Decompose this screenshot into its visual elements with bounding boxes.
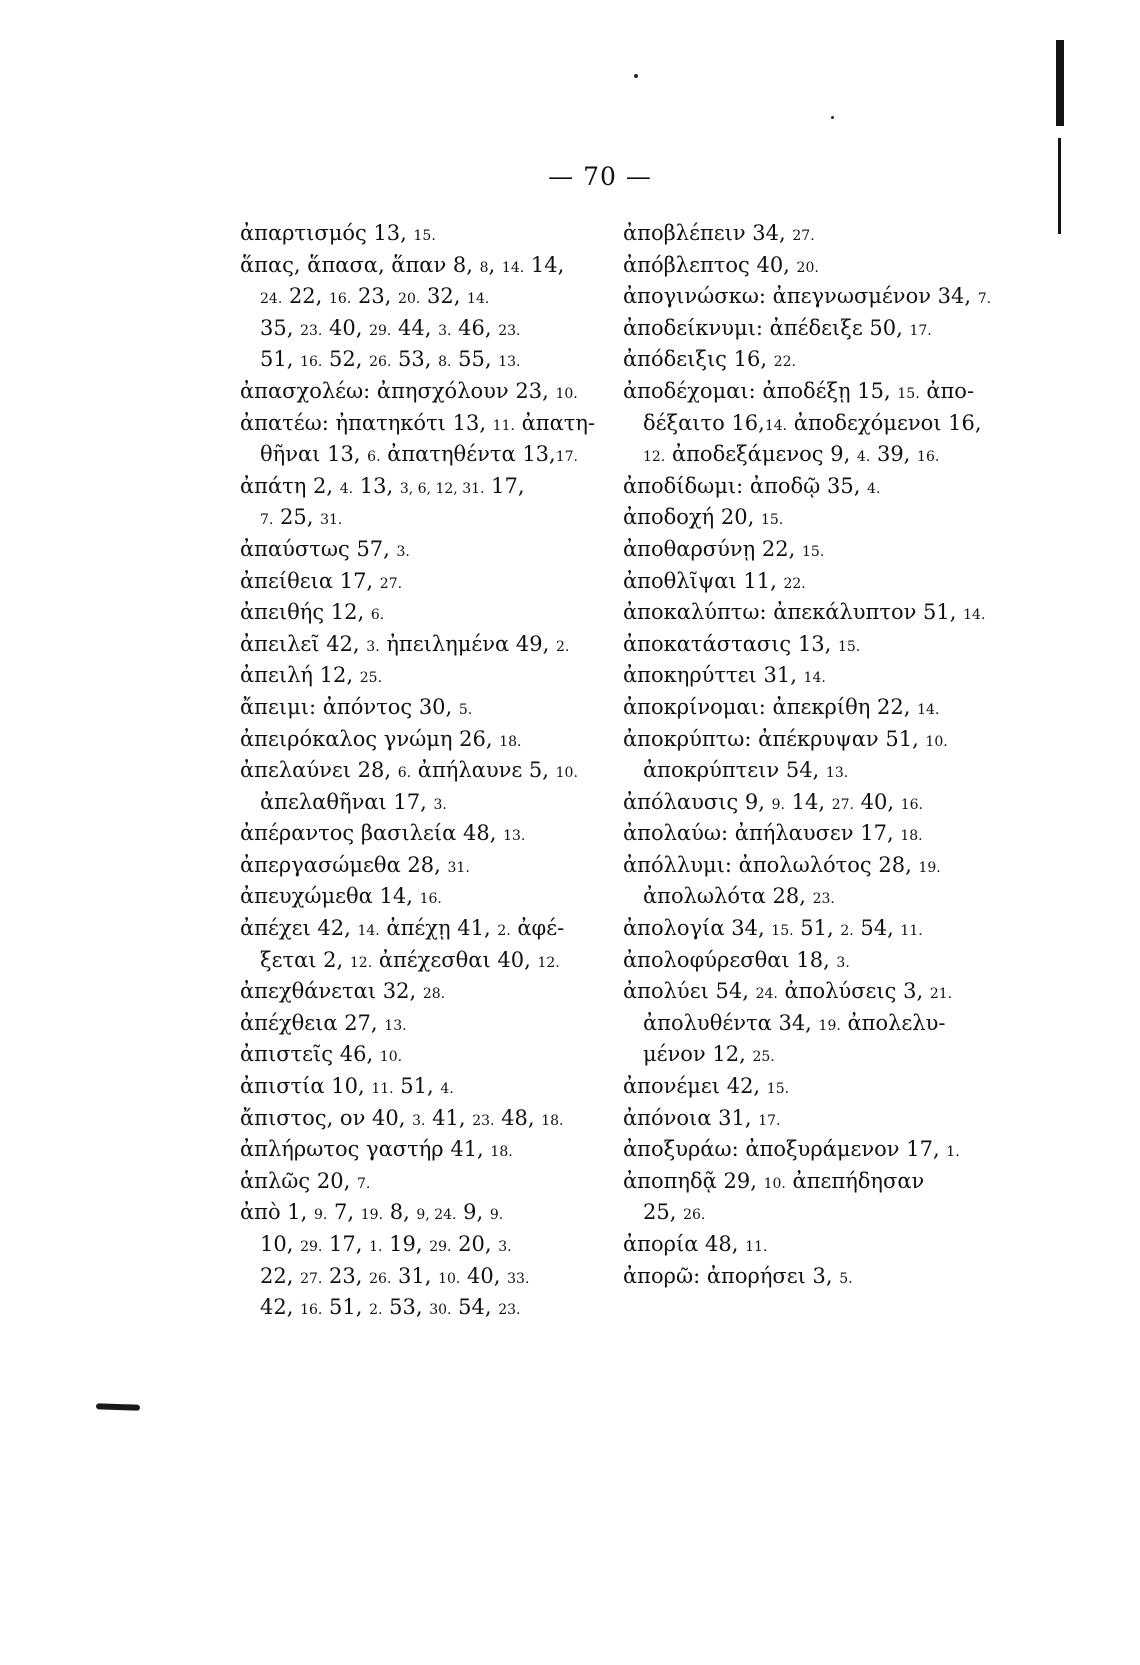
entry-text: ἁπλῶς 20, (240, 1168, 357, 1193)
index-entry-line (240, 692, 600, 724)
entry-text: 52, (322, 347, 370, 372)
index-entry-line (240, 1261, 600, 1293)
index-entry-line (623, 913, 1003, 945)
line-reference: 3. (412, 1112, 426, 1129)
index-entry-line (623, 660, 1003, 692)
line-reference: 3, 6, 12, 31. (399, 480, 485, 497)
line-reference: 10. (555, 385, 578, 402)
index-entry-line (623, 881, 1003, 913)
entry-text: ἀπολογία 34, (623, 916, 772, 941)
entry-text: ἀπεργασώμεθα 28, (240, 852, 448, 877)
line-reference: 9. (489, 1207, 504, 1224)
index-entry-line (623, 976, 1003, 1008)
line-reference: 4. (339, 480, 354, 497)
entry-text: 40, (322, 315, 370, 340)
entry-text: ἀποκηρύττει 31, (623, 663, 804, 688)
index-entry-line (240, 408, 600, 440)
line-reference: 26. (369, 354, 392, 371)
line-reference: 15. (760, 512, 784, 529)
index-entry-line (240, 439, 600, 471)
index-entry-line (240, 344, 600, 376)
index-entry-line (623, 724, 1003, 756)
entry-text: ἀποδεχόμενοι 16, (787, 410, 982, 435)
line-reference: 4. (867, 480, 881, 497)
entry-text: 53, (391, 347, 439, 372)
line-reference: 5. (458, 701, 473, 718)
index-entry-line (240, 566, 600, 598)
line-reference: 2. (840, 923, 854, 940)
index-entry-line (240, 629, 600, 661)
entry-text: ἀπολωλότα 28, (643, 884, 813, 909)
page-number: — 70 — (548, 162, 652, 191)
line-reference: 3. (433, 796, 447, 813)
entry-text: ἀπλήρωτος γαστήρ 41, (240, 1137, 491, 1162)
index-entry-line (240, 1292, 600, 1324)
entry-text: ἀποδοχή 20, (623, 505, 761, 530)
line-reference: 19. (818, 1017, 841, 1034)
entry-text: ξεται 2, (260, 947, 350, 972)
entry-text: ἀπογινώσκω: ἀπεγνωσμένον 34, (623, 284, 978, 309)
line-reference: 14. (963, 607, 986, 624)
entry-text: ἀποθλῖψαι 11, (623, 568, 784, 593)
index-entry-line (240, 1071, 600, 1103)
line-reference: 28. (422, 986, 446, 1003)
entry-text: ἀφέ- (510, 916, 565, 941)
entry-text: 19, (382, 1232, 430, 1256)
entry-text: ἀποκρύπτειν 54, (643, 758, 826, 783)
index-entry-line (240, 281, 600, 313)
index-entry-line (240, 881, 600, 913)
line-reference: 20. (796, 259, 819, 276)
line-reference: 10. (763, 1175, 786, 1192)
index-entry-line (623, 376, 1003, 408)
line-reference: 13. (503, 828, 526, 845)
line-reference: 18. (499, 733, 522, 750)
entry-text: ἀπολύσεις 3, (777, 979, 930, 1004)
line-reference: 14. (467, 291, 490, 308)
entry-text: ἀπὸ 1, (240, 1200, 315, 1225)
line-reference: 16. (900, 796, 923, 813)
index-entry-line (623, 1071, 1003, 1103)
entry-text: ἀπέχει 42, (240, 916, 358, 941)
entry-text: ἀπολυθέντα 34, (643, 1010, 819, 1035)
entry-text: ἀποδέχομαι: ἀποδέξῃ 15, (623, 378, 898, 403)
index-entry-line (240, 1008, 600, 1040)
entry-text: ἀποπηδᾷ 29, (623, 1168, 764, 1193)
line-reference: 15. (766, 1081, 790, 1098)
index-column-left (240, 218, 600, 1324)
entry-text: 32, (420, 284, 468, 309)
line-reference: 27. (831, 796, 854, 813)
line-reference: 4. (440, 1081, 454, 1098)
index-entry-line (623, 344, 1003, 376)
entry-text: ἀπειλή 12, (240, 663, 360, 688)
line-reference: 16. (300, 1302, 323, 1319)
entry-text: 9, (456, 1200, 490, 1225)
line-reference: 29. (429, 1239, 452, 1255)
line-reference: 23. (498, 1302, 521, 1319)
line-reference: 9. (771, 796, 785, 813)
entry-text: ἀπατηθέντα 13, (380, 442, 556, 467)
index-entry-line (623, 945, 1003, 977)
entry-text: ἠπειλημένα 49, (379, 631, 556, 656)
index-entry-line (240, 1103, 600, 1135)
entry-text: ἀπειθής 12, (240, 600, 371, 625)
line-reference: 3. (396, 543, 410, 560)
entry-text: 51, (393, 1074, 441, 1099)
index-entry-line (240, 1166, 600, 1198)
line-reference: 9. (314, 1207, 328, 1224)
entry-text: 22, (282, 284, 330, 309)
entry-text: δέξαιτο 16, (643, 410, 765, 435)
line-reference: 20. (398, 291, 421, 308)
entry-text: ἀπολαύω: ἀπήλαυσεν 17, (623, 821, 901, 846)
index-entry-line (623, 502, 1003, 534)
index-column-right (623, 218, 1003, 1292)
index-entry-line (240, 1039, 600, 1071)
entry-text: 39, (870, 442, 918, 467)
entry-text: 54, (853, 916, 901, 941)
index-entry-line (623, 1039, 1003, 1071)
index-entry-line (240, 471, 600, 503)
entry-text: ἀποκρύπτω: ἀπέκρυψαν 51, (623, 726, 926, 751)
index-entry-line (623, 313, 1003, 345)
line-reference: 1. (946, 1144, 960, 1161)
line-reference: 14. (357, 923, 380, 940)
entry-text: ἀπιστεῖς 46, (240, 1042, 380, 1067)
entry-text: 35, (260, 315, 301, 340)
entry-text: ἀπατέω: ἠπατηκότι 13, (240, 410, 493, 435)
entry-text: ἀπόνοια 31, (623, 1105, 759, 1130)
entry-text: 25, (273, 505, 321, 530)
index-entry-line (240, 534, 600, 566)
line-reference: 31. (320, 512, 343, 529)
line-reference: 12. (349, 954, 373, 971)
entry-text: 22, (260, 1263, 301, 1288)
entry-text: 14, (524, 252, 565, 277)
line-reference: 17. (909, 322, 932, 339)
line-reference: 2. (497, 923, 511, 940)
index-entry-line (623, 692, 1003, 724)
line-reference: 13. (498, 354, 521, 371)
line-reference: 6. (370, 607, 385, 624)
line-reference: 16. (300, 354, 323, 371)
index-entry-line (240, 1134, 600, 1166)
entry-text: 53, (382, 1295, 430, 1320)
line-reference: 11. (745, 1239, 768, 1255)
line-reference: 15. (837, 638, 861, 655)
entry-text: ἀποβλέπειν 34, (623, 221, 793, 245)
entry-text: ἀποδεξάμενος 9, (665, 442, 857, 467)
line-reference: 13. (825, 765, 849, 782)
entry-text: ἀπο- (919, 378, 975, 403)
index-entry-line (623, 787, 1003, 819)
line-reference: 21. (929, 986, 953, 1003)
line-reference: 18. (541, 1112, 564, 1129)
line-reference: 15. (413, 228, 436, 244)
entry-text: ἀποξυράω: ἀποξυράμενον 17, (623, 1137, 947, 1162)
index-entry-line (623, 1103, 1003, 1135)
line-reference: 7. (977, 291, 992, 308)
index-entry-line (623, 597, 1003, 629)
line-reference: 18. (490, 1144, 513, 1161)
entry-text: 14, (784, 789, 832, 814)
line-reference: 14. (501, 259, 525, 276)
entry-text: 31, (391, 1263, 439, 1288)
index-entry-line (623, 250, 1003, 282)
entry-text: ἀπαύστως 57, (240, 536, 397, 561)
line-reference: 15. (897, 385, 920, 402)
index-entry-line (623, 629, 1003, 661)
line-reference: 23. (498, 322, 521, 339)
entry-text: 44, (391, 315, 439, 340)
line-reference: 19. (360, 1207, 384, 1224)
line-reference: 26. (369, 1270, 392, 1287)
index-entry-line (240, 218, 600, 250)
entry-text: ἀπέχῃ 41, (379, 916, 498, 941)
index-entry-line (240, 787, 600, 819)
index-entry-line (623, 1166, 1003, 1198)
line-reference: 27. (379, 575, 403, 592)
line-reference: 23. (812, 891, 835, 908)
line-reference: 23. (472, 1112, 495, 1129)
line-reference: 17. (555, 449, 578, 466)
line-reference: 33. (507, 1270, 530, 1287)
index-entry-line (240, 945, 600, 977)
line-reference: 27. (792, 228, 815, 244)
entry-text: 25, (643, 1200, 684, 1225)
line-reference: 10. (379, 1049, 403, 1066)
entry-text: , (488, 252, 502, 277)
scan-edge-mark-top (1056, 40, 1064, 126)
entry-text: 48, (494, 1105, 542, 1130)
line-reference: 3. (366, 638, 380, 655)
index-entry-line (240, 1197, 600, 1229)
index-entry-line (240, 913, 600, 945)
line-reference: 25. (752, 1049, 775, 1066)
entry-text: ἀπάτη 2, (240, 473, 340, 498)
entry-text: ἀπορῶ: ἀπορήσει 3, (623, 1263, 840, 1288)
index-entry-line (623, 755, 1003, 787)
entry-text: ἀπατη- (514, 410, 596, 435)
entry-text: 46, (451, 315, 499, 340)
entry-text: ἀπόβλεπτος 40, (623, 252, 797, 277)
entry-text: 51, (793, 916, 841, 941)
entry-text: 23, (322, 1263, 370, 1288)
line-reference: 2. (369, 1302, 383, 1319)
entry-text: ἀπέχθεια 27, (240, 1010, 385, 1035)
line-reference: 14. (917, 701, 940, 718)
index-entry-line (623, 1197, 1003, 1229)
index-entry-line (623, 1008, 1003, 1040)
index-entry-line (240, 376, 600, 408)
line-reference: 11. (371, 1081, 394, 1098)
line-reference: 3. (498, 1239, 512, 1255)
line-reference: 9, 24. (416, 1207, 457, 1224)
index-entry-line (623, 281, 1003, 313)
entry-text: 17, (484, 473, 525, 498)
line-reference: 24. (755, 986, 778, 1003)
line-reference: 13. (384, 1017, 407, 1034)
line-reference: 14. (764, 417, 788, 434)
index-entry-line (623, 1229, 1003, 1261)
speck (634, 74, 638, 78)
index-entry-line (240, 250, 600, 282)
line-reference: 2. (555, 638, 570, 655)
line-reference: 8 (479, 259, 489, 276)
entry-text: ἀπόδειξις 16, (623, 347, 774, 372)
line-reference: 22. (783, 575, 806, 592)
index-entry-line (240, 597, 600, 629)
entry-text: ἀπειλεῖ 42, (240, 631, 367, 656)
entry-text: 8, (383, 1200, 417, 1225)
entry-text: ἀπείθεια 17, (240, 568, 380, 593)
entry-text: 55, (451, 347, 499, 372)
line-reference: 29. (369, 322, 392, 339)
index-entry-line (240, 755, 600, 787)
speck (831, 116, 834, 119)
entry-text: ἀποδείκνυμι: ἀπέδειξε 50, (623, 315, 910, 340)
entry-text: 7, (327, 1200, 361, 1225)
index-entry-line (623, 408, 1003, 440)
entry-text: 42, (260, 1295, 301, 1320)
index-entry-line (240, 502, 600, 534)
line-reference: 27. (300, 1270, 323, 1287)
entry-text: 51, (260, 347, 301, 372)
entry-text: θῆναι 13, (260, 442, 368, 467)
entry-text: ἀποκρίνομαι: ἀπεκρίθη 22, (623, 694, 918, 719)
line-reference: 19. (918, 859, 941, 876)
index-entry-line (623, 1134, 1003, 1166)
entry-text: 51, (322, 1295, 370, 1320)
entry-text: 40, (853, 789, 901, 814)
entry-text: ἀπελαύνει 28, (240, 758, 398, 783)
entry-text: ἀποκαλύπτω: ἀπεκάλυπτον 51, (623, 600, 964, 625)
line-reference: 15. (771, 923, 794, 940)
index-entry-line (240, 724, 600, 756)
index-entry-line (623, 471, 1003, 503)
line-reference: 8. (438, 354, 452, 371)
entry-text: ἀπέχεσθαι 40, (372, 947, 538, 972)
entry-text: ἀπεχθάνεται 32, (240, 979, 423, 1004)
line-reference: 11. (492, 417, 515, 434)
line-reference: 6. (397, 765, 412, 782)
line-reference: 12. (643, 449, 666, 466)
line-reference: 10. (438, 1270, 461, 1287)
index-entry-line (240, 660, 600, 692)
line-reference: 11. (900, 923, 923, 940)
line-reference: 4. (856, 449, 871, 466)
index-entry-line (240, 976, 600, 1008)
entry-text: 41, (425, 1105, 473, 1130)
entry-text: 23, (351, 284, 399, 309)
line-reference: 1. (369, 1239, 383, 1255)
index-entry-line (623, 439, 1003, 471)
line-reference: 31. (447, 859, 470, 876)
index-entry-line (623, 1261, 1003, 1293)
entry-text: ἀποθαρσύνῃ 22, (623, 536, 802, 561)
entry-text: 20, (451, 1232, 499, 1256)
line-reference: 7. (260, 512, 274, 529)
line-reference: 23. (300, 322, 323, 339)
entry-text: 54, (451, 1295, 499, 1320)
line-reference: 24. (260, 291, 283, 308)
entry-text: ἀπευχώμεθα 14, (240, 884, 420, 909)
index-entry-line (623, 850, 1003, 882)
entry-text: ἀπαρτισμός 13, (240, 221, 414, 245)
entry-text: ἀπολοφύρεσθαι 18, (623, 947, 837, 972)
scan-edge-mark-bottom (1058, 138, 1061, 234)
entry-text: ἀπασχολέω: ἀπησχόλουν 23, (240, 378, 556, 403)
line-reference: 10. (925, 733, 948, 750)
line-reference: 3. (836, 954, 850, 971)
entry-text: ἄπιστος, ον 40, (240, 1105, 413, 1130)
index-entry-line (240, 1229, 600, 1261)
entry-text: ἀπονέμει 42, (623, 1074, 767, 1099)
entry-text: 40, (460, 1263, 508, 1288)
line-reference: 18. (900, 828, 923, 845)
line-reference: 30. (429, 1302, 452, 1319)
entry-text: ἀπόλλυμι: ἀπολωλότος 28, (623, 852, 919, 877)
line-reference: 7. (356, 1175, 371, 1192)
entry-text: ἀπολελυ- (840, 1010, 946, 1035)
margin-dash (96, 1403, 140, 1411)
line-reference: 16. (917, 449, 940, 466)
entry-text: ἀπειρόκαλος γνώμη 26, (240, 726, 500, 751)
line-reference: 10. (555, 765, 578, 782)
index-entry-line (623, 218, 1003, 250)
entry-text: ἀπορία 48, (623, 1232, 746, 1256)
entry-text: ἀπέραντος βασιλεία 48, (240, 821, 504, 846)
entry-text: ἀποδίδωμι: ἀποδῷ 35, (623, 473, 868, 498)
line-reference: 26. (683, 1207, 706, 1224)
entry-text: 13, (353, 473, 400, 498)
index-entry-line (240, 818, 600, 850)
entry-text: 10, (260, 1232, 301, 1256)
line-reference: 5. (839, 1270, 853, 1287)
line-reference: 16. (419, 891, 442, 908)
index-entry-line (623, 534, 1003, 566)
line-reference: 3. (438, 322, 452, 339)
entry-text: ἅπας, ἅπασα, ἅπαν 8, (240, 252, 480, 277)
line-reference: 16. (329, 291, 352, 308)
index-entry-line (240, 850, 600, 882)
entry-text: ἀπεπήδησαν (785, 1168, 925, 1193)
line-reference: 25. (359, 670, 383, 687)
line-reference: 22. (773, 354, 796, 371)
index-entry-line (240, 313, 600, 345)
entry-text: ἀπιστία 10, (240, 1074, 372, 1099)
line-reference: 6. (367, 449, 381, 466)
entry-text: ἀπόλαυσις 9, (623, 789, 772, 814)
line-reference: 14. (803, 670, 826, 687)
entry-text: ἀπήλαυνε 5, (411, 758, 556, 783)
entry-text: ἀπελαθῆναι 17, (260, 789, 434, 814)
line-reference: 12. (537, 954, 560, 971)
entry-text: 17, (322, 1232, 370, 1256)
entry-text: μένον 12, (643, 1042, 753, 1067)
entry-text: ἀποκατάστασις 13, (623, 631, 838, 656)
entry-text: ἄπειμι: ἀπόντος 30, (240, 694, 459, 719)
line-reference: 15. (802, 543, 825, 560)
entry-text: ἀπολύει 54, (623, 979, 756, 1004)
line-reference: 29. (300, 1239, 323, 1255)
index-entry-line (623, 818, 1003, 850)
index-entry-line (623, 566, 1003, 598)
line-reference: 17. (758, 1112, 781, 1129)
